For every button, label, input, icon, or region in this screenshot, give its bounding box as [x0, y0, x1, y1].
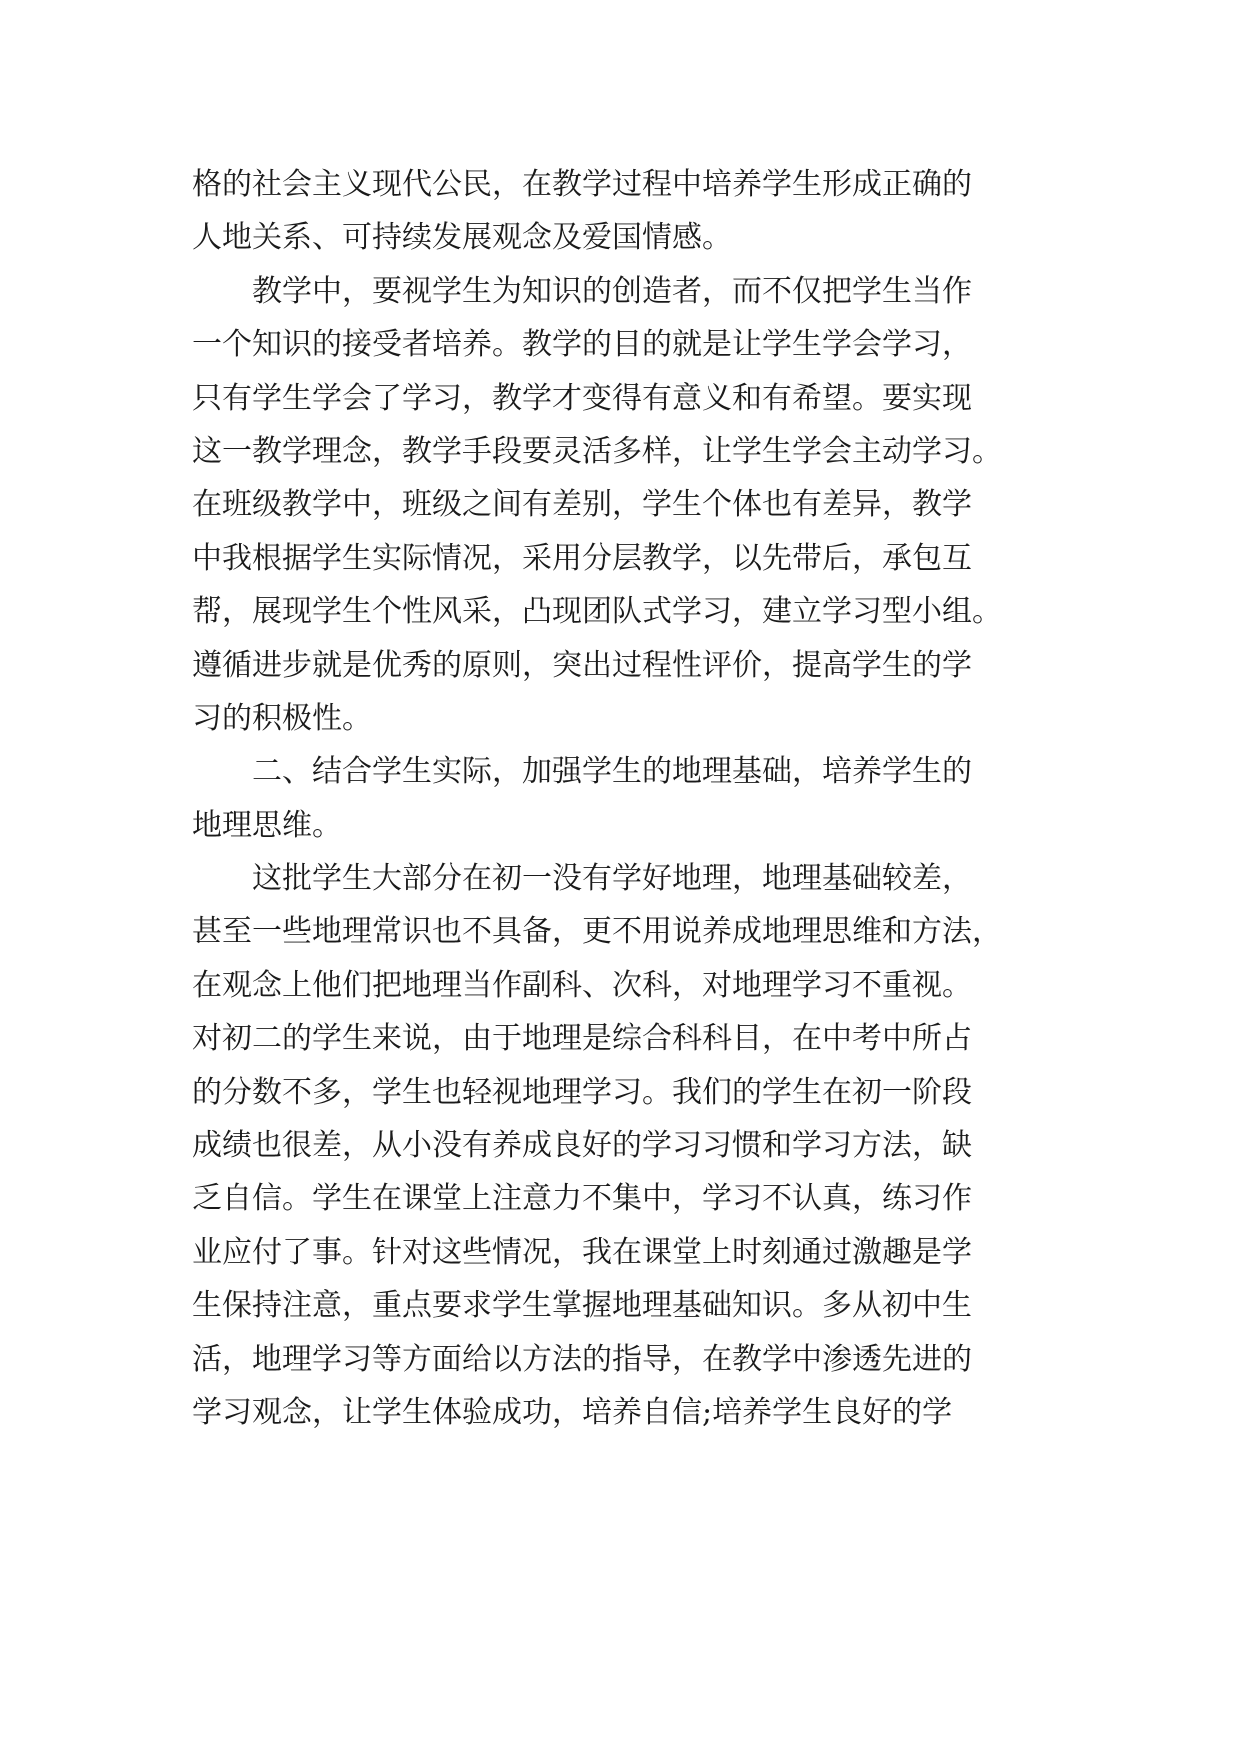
- text-line: 帮，展现学生个性风采，凸现团队式学习，建立学习型小组。: [192, 594, 1002, 630]
- text-line: 习的积极性。: [192, 700, 372, 736]
- text-line: 在观念上他们把地理当作副科、次科，对地理学习不重视。: [192, 967, 972, 1003]
- text-line: 这一教学理念，教学手段要灵活多样，让学生学会主动学习。: [192, 433, 1002, 469]
- text-line: 甚至一些地理常识也不具备，更不用说养成地理思维和方法，: [192, 914, 1002, 950]
- section-heading: 二、结合学生实际，加强学生的地理基础，培养学生的: [192, 754, 972, 790]
- text-line: 乏自信。学生在课堂上注意力不集中，学习不认真，练习作: [192, 1181, 972, 1217]
- body-text: [192, 158, 1062, 1439]
- text-line: 成绩也很差，从小没有养成良好的学习习惯和学习方法，缺: [192, 1128, 972, 1164]
- text-line: 教学中，要视学生为知识的创造者，而不仅把学生当作: [192, 273, 972, 309]
- text-line: 只有学生学会了学习，教学才变得有意义和有希望。要实现: [192, 380, 972, 416]
- text-line: 活，地理学习等方面给以方法的指导，在教学中渗透先进的: [192, 1341, 972, 1377]
- text-line: 在班级教学中，班级之间有差别，学生个体也有差异，教学: [192, 487, 972, 523]
- text-line: 中我根据学生实际情况，采用分层教学，以先带后，承包互: [192, 540, 972, 576]
- text-line: 这批学生大部分在初一没有学好地理，地理基础较差，: [192, 861, 972, 897]
- section-heading: 地理思维。: [192, 807, 342, 843]
- text-line: 学习观念，让学生体验成功，培养自信;培养学生良好的学: [192, 1394, 953, 1430]
- text-line: 人地关系、可持续发展观念及爱国情感。: [192, 220, 732, 256]
- text-line: 生保持注意，重点要求学生掌握地理基础知识。多从初中生: [192, 1288, 972, 1324]
- text-line: 遵循进步就是优秀的原则，突出过程性评价，提高学生的学: [192, 647, 972, 683]
- text-line: 业应付了事。针对这些情况，我在课堂上时刻通过激趣是学: [192, 1234, 972, 1270]
- text-line: 的分数不多，学生也轻视地理学习。我们的学生在初一阶段: [192, 1074, 972, 1110]
- text-line: 一个知识的接受者培养。教学的目的就是让学生学会学习，: [192, 327, 972, 363]
- text-line: 格的社会主义现代公民，在教学过程中培养学生形成正确的: [192, 167, 972, 202]
- text-line: 对初二的学生来说，由于地理是综合科科目，在中考中所占: [192, 1021, 972, 1057]
